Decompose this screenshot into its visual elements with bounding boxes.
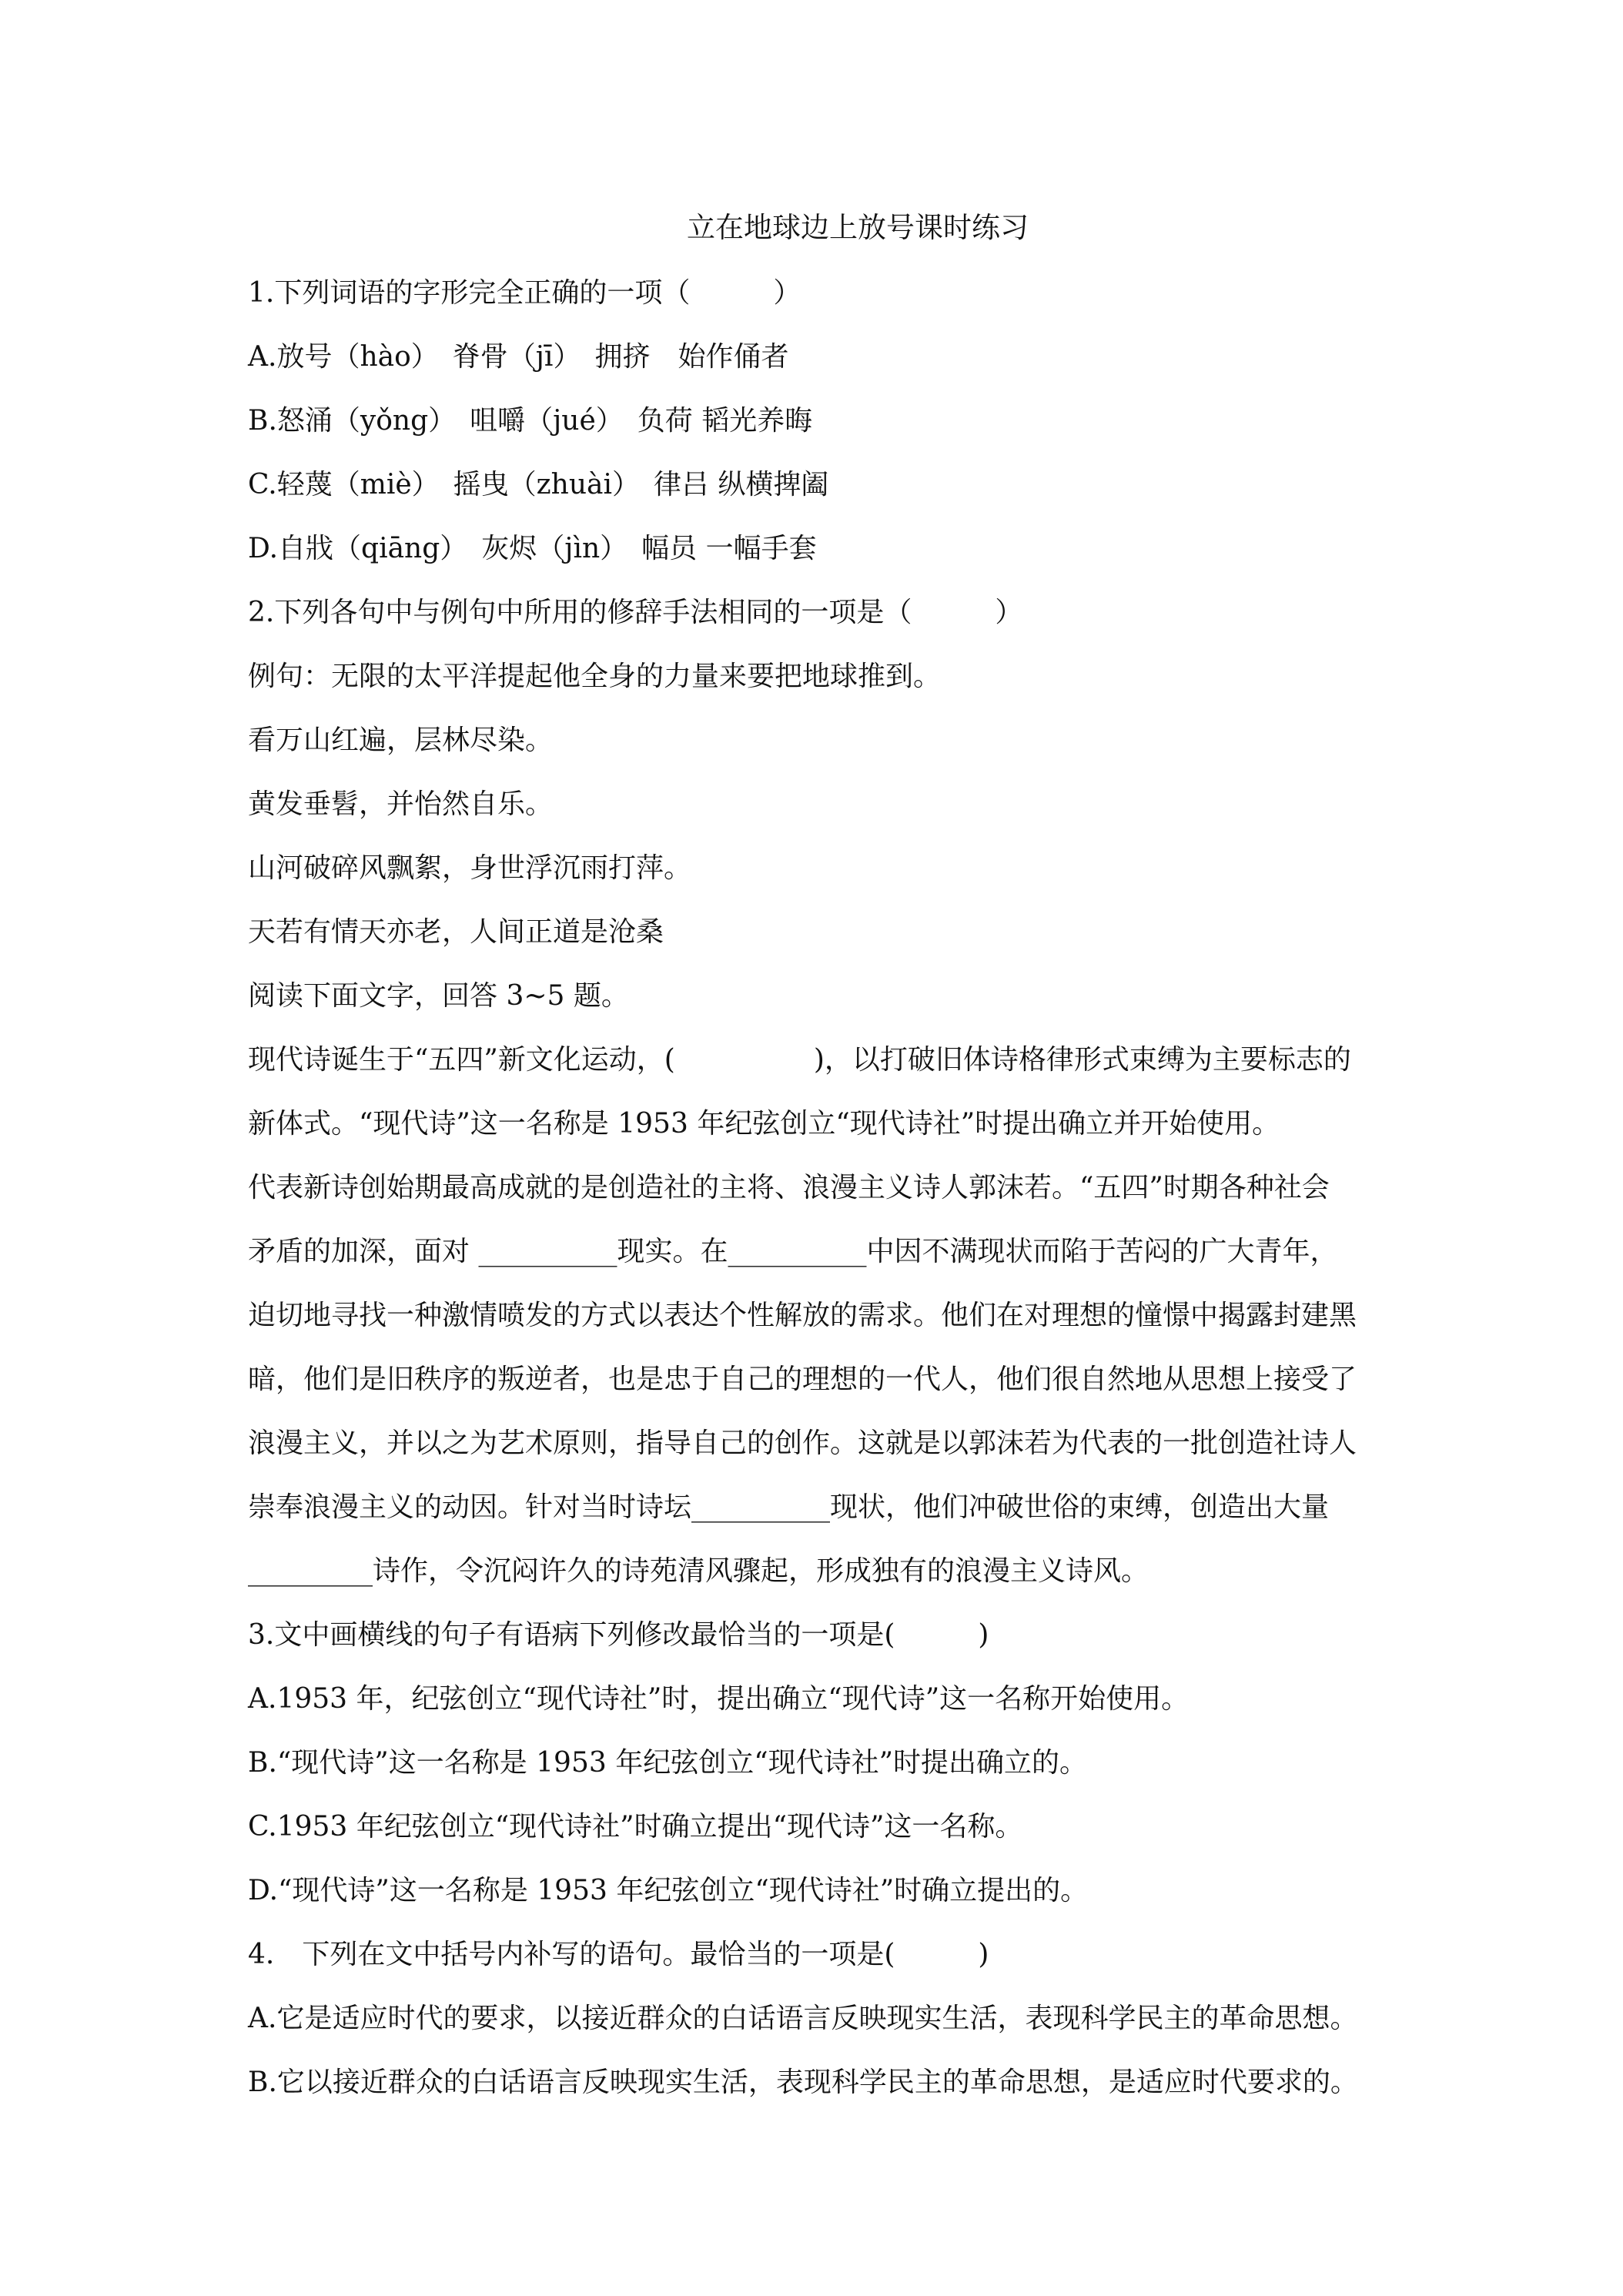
passage-line: 暗，他们是旧秩序的叛逆者，也是忠于自己的理想的一代人，他们很自然地从思想上接受了 (248, 1364, 1357, 1395)
question-3-option-d: D.“现代诗”这一名称是 1953 年纪弦创立“现代诗社”时确立提出的。 (248, 1875, 1089, 1906)
passage-line: 崇奉浪漫主义的动因。针对当时诗坛__________现状，他们冲破世俗的束缚，创造出大量 (248, 1491, 1330, 1523)
question-1-option-c: C.轻蔑（miè） 摇曳（zhuài） 律吕 纵横捭阖 (248, 469, 829, 500)
question-1-option-d: D.自戕（qiāng） 灰烬（jìn） 幅员 一幅手套 (248, 533, 817, 564)
question-2-choice-4: 天若有情天亦老，人间正道是沧桑 (248, 916, 664, 948)
question-4-option-b: B.它以接近群众的白话语言反映现实生活，表现科学民主的革命思想，是适应时代要求的。 (248, 2067, 1358, 2098)
question-3-option-c: C.1953 年纪弦创立“现代诗社”时确立提出“现代诗”这一名称。 (248, 1811, 1023, 1842)
reading-instruction: 阅读下面文字，回答 3~5 题。 (248, 980, 629, 1012)
passage-line: 矛盾的加深，面对 __________现实。在__________中因不满现状而陷于苦闷的广大青年， (248, 1236, 1338, 1267)
question-2-stem: 2.下列各句中与例句中所用的修辞手法相同的一项是（ ） (248, 597, 1023, 628)
passage-line: 迫切地寻找一种激情喷发的方式以表达个性解放的需求。他们在对理想的憧憬中揭露封建黑 (248, 1300, 1357, 1331)
question-1-option-a: A.放号（hào） 脊骨（jī） 拥挤 始作俑者 (248, 341, 789, 373)
passage-line: 浪漫主义，并以之为艺术原则，指导自己的创作。这就是以郭沫若为代表的一批创造社诗人 (248, 1427, 1357, 1459)
question-2-choice-2: 黄发垂髫，并怡然自乐。 (248, 788, 554, 820)
question-2-choice-3: 山河破碎风飘絮，身世浮沉雨打萍。 (248, 852, 692, 884)
question-3-option-b: B.“现代诗”这一名称是 1953 年纪弦创立“现代诗社”时提出确立的。 (248, 1747, 1088, 1779)
question-4-option-a: A.它是适应时代的要求，以接近群众的白话语言反映现实生活，表现科学民主的革命思想。 (248, 2003, 1358, 2034)
passage-line: 现代诗诞生于“五四”新文化运动，( )，以打破旧体诗格律形式束缚为主要标志的 (248, 1044, 1351, 1076)
question-2-example: 例句：无限的太平洋提起他全身的力量来要把地球推到。 (248, 661, 942, 692)
passage-line: 新体式。“现代诗”这一名称是 1953 年纪弦创立“现代诗社”时提出确立并开始使用。 (248, 1108, 1280, 1140)
page-title: 立在地球边上放号课时练习 (687, 211, 1029, 244)
question-3-stem: 3.文中画横线的句子有语病下列修改最恰当的一项是( ) (248, 1619, 989, 1651)
passage-line: _________诗作，令沉闷许久的诗苑清风骤起，形成独有的浪漫主义诗风。 (248, 1555, 1149, 1587)
question-1-stem: 1.下列词语的字形完全正确的一项（ ） (248, 277, 801, 309)
question-1-option-b: B.怒涌（yǒng） 咀嚼（jué） 负荷 韬光养晦 (248, 405, 813, 437)
question-4-stem: 4. 下列在文中括号内补写的语句。最恰当的一项是( ) (248, 1939, 989, 1970)
passage-line: 代表新诗创始期最高成就的是创造社的主将、浪漫主义诗人郭沫若。“五四”时期各种社会 (248, 1172, 1330, 1203)
question-3-option-a: A.1953 年，纪弦创立“现代诗社”时，提出确立“现代诗”这一名称开始使用。 (248, 1683, 1190, 1715)
question-2-choice-1: 看万山红遍，层林尽染。 (248, 725, 554, 756)
